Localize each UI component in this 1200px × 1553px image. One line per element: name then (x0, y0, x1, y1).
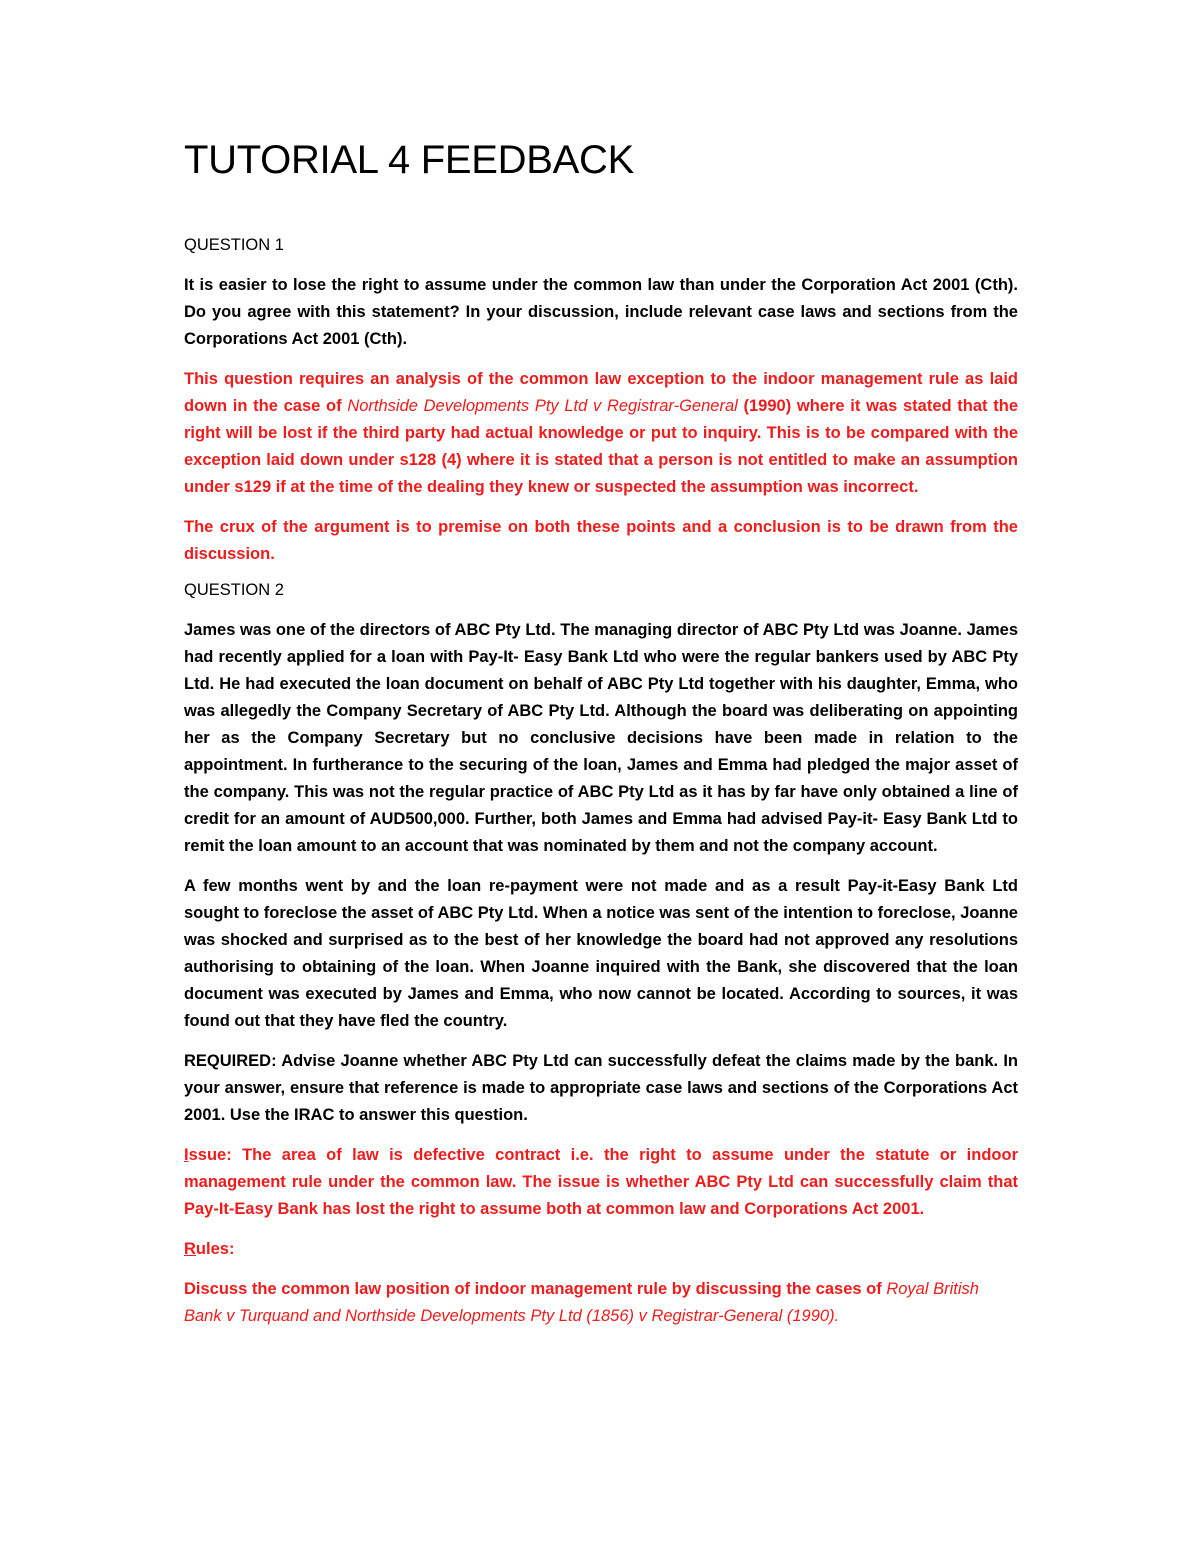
question-2-heading: QUESTION 2 (184, 580, 284, 599)
rules-label-initial: R (184, 1239, 196, 1258)
rules-label-rest: ules: (195, 1239, 235, 1258)
question-1-heading: QUESTION 1 (184, 236, 284, 254)
question-1-statement: It is easier to lose the right to assume under the common law than under the Corporation Act 2001 (Cth). Do you agree with this statement? In your discussion, include relevant case laws and sections from the Corporations Act 2001 (Cth). (184, 275, 1018, 348)
issue-label-rest: ssue: (188, 1145, 232, 1164)
question-2-para2-text: A few months went by and the loan re-payment were not made and as a result Pay-it-Easy Bank Ltd sought to foreclose the asset of ABC Pty Ltd. When a notice was sent of the intention to foreclose, Joanne was shocked and surprised as to the best of her knowledge the board had not approved any resolutions authorising to obtaining of the loan. When Joanne inquired with the Bank, she discovered that the loan document was executed by James and Emma, who now cannot be located. According to sources, it was found out that they have fled the country. (184, 876, 1018, 1030)
question-2-paragraph-1 (184, 617, 1018, 860)
question-2-paragraph-2 (184, 873, 1018, 1035)
question-2-required (184, 1048, 1018, 1129)
feedback-1-case-name: Northside Developments Pty Ltd v Registrar-General (347, 396, 738, 415)
rules-case-names: Royal British Bank v Turquand and Northside Developments Pty Ltd (1856) v Registrar-General (1990). (184, 1279, 979, 1325)
rules-text-part-a: Discuss the common law position of indoor management rule by discussing the cases of (184, 1279, 887, 1298)
required-label: REQUIRED: (184, 1051, 277, 1070)
issue-section (184, 1142, 1018, 1223)
feedback-1-part-a: This question requires an analysis of the common law exception to the indoor management rule as laid down in the case of (184, 369, 1018, 415)
feedback-2-text: The crux of the argument is to premise on both these points and a conclusion is to be drawn from the discussion. (184, 517, 1018, 563)
question-1-feedback-1 (184, 366, 1018, 501)
document-title: TUTORIAL 4 FEEDBACK (184, 138, 634, 182)
feedback-1-part-b: (1990) where it was stated that the right will be lost if the third party had actual knowledge or put to inquiry. This is to be compared with the exception laid down under s128 (4) where it is stated that a person is not entitled to make an assumption under s129 if at the time of the dealing they knew or suspected the assumption was incorrect. (184, 396, 1018, 496)
question-1-text (184, 272, 1018, 353)
required-text: Advise Joanne whether ABC Pty Ltd can successfully defeat the claims made by the bank. In your answer, ensure that reference is made to appropriate case laws and sections of the Corporations Act 2001. Use the IRAC to answer this question. (184, 1051, 1018, 1124)
question-2-para1-text: James was one of the directors of ABC Pty Ltd. The managing director of ABC Pty Ltd was Joanne. James had recently applied for a loan with Pay-It- Easy Bank Ltd who were the regular bankers used by ABC Pty Ltd. He had executed the loan document on behalf of ABC Pty Ltd together with his daughter, Emma, who was allegedly the Company Secretary of ABC Pty Ltd. Although the board was deliberating on appointing her as the Company Secretary but no conclusive decisions have been made in relation to the appointment. In furtherance to the securing of the loan, James and Emma had pledged the major asset of the company. This was not the regular practice of ABC Pty Ltd as it has by far have only obtained a line of credit for an amount of AUD500,000. Further, both James and Emma had advised Pay-it- Easy Bank Ltd to remit the loan amount to an account that was nominated by them and not the company account. (184, 620, 1018, 855)
document-page (184, 136, 1018, 1343)
issue-label-initial: I (184, 1145, 189, 1164)
rules-text (184, 1276, 1018, 1330)
question-1-feedback-2 (184, 514, 1018, 568)
issue-text: The area of law is defective contract i.e. the right to assume under the statute or indoor management rule under the common law. The issue is whether ABC Pty Ltd can successfully claim that Pay-It-Easy Bank has lost the right to assume both at common law and Corporations Act 2001. (184, 1145, 1018, 1218)
rules-heading (184, 1236, 1018, 1263)
